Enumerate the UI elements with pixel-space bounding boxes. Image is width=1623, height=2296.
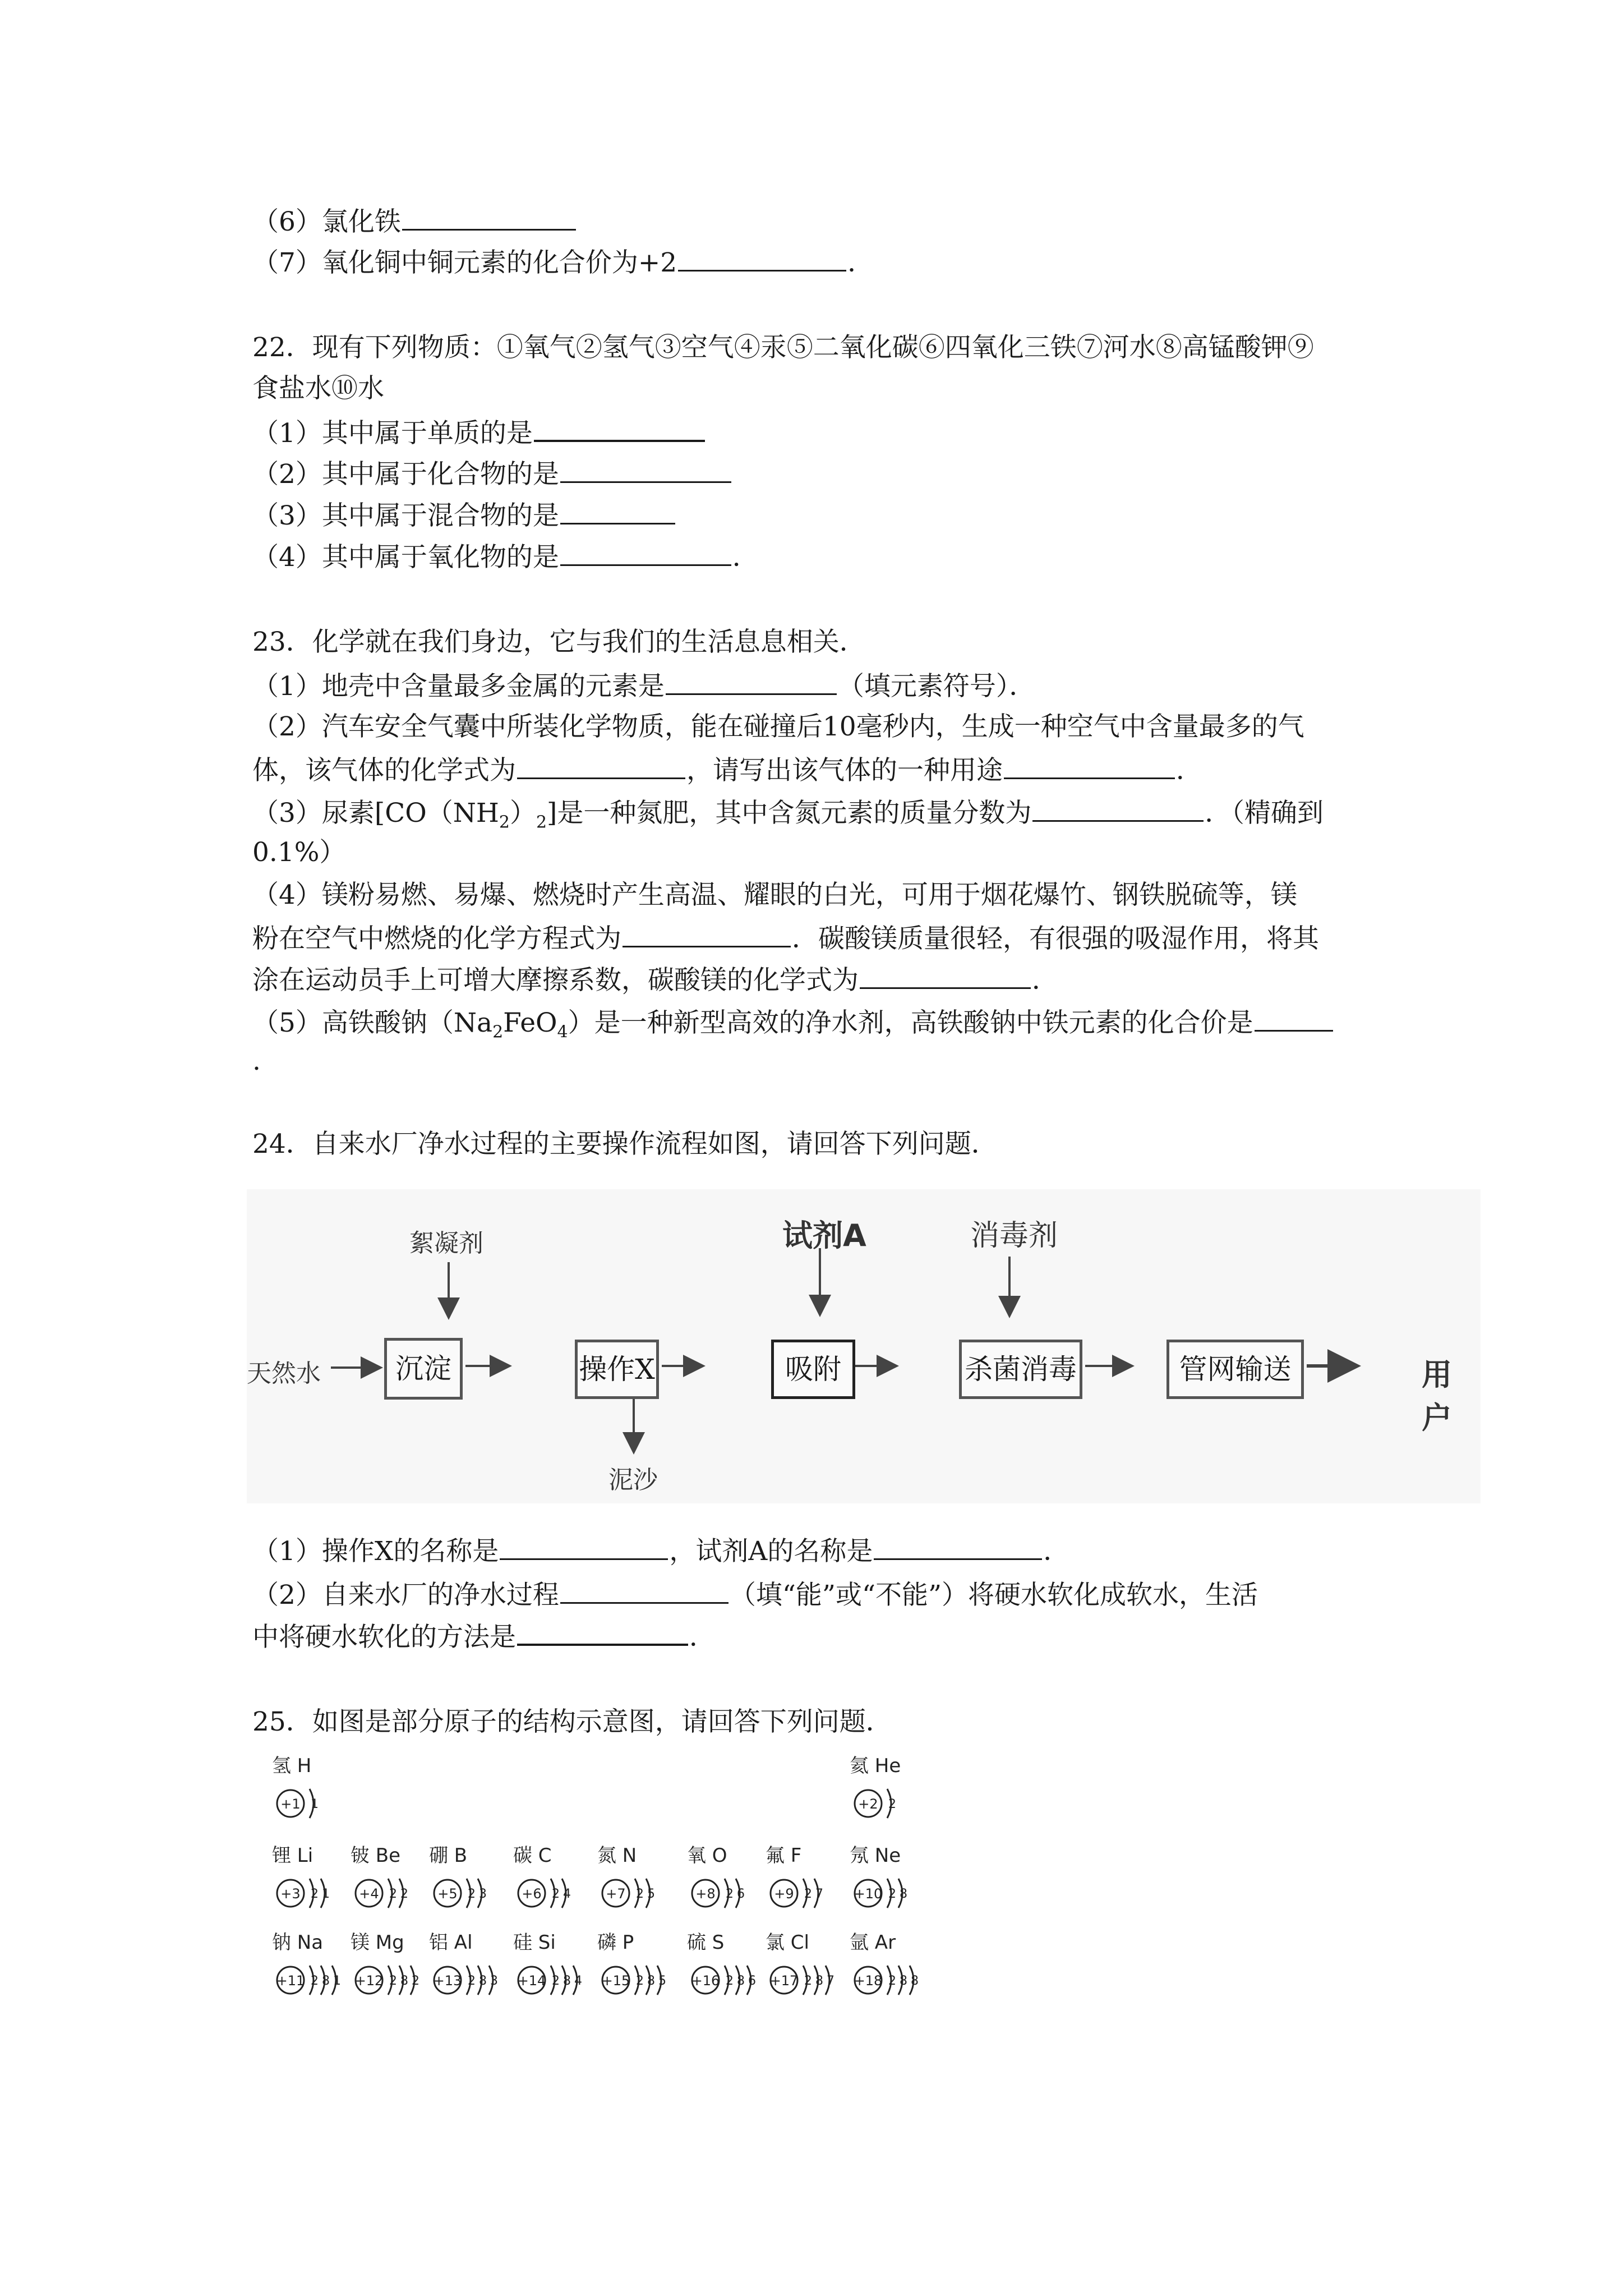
- q23-item-5: [252, 1004, 1334, 1049]
- atom-diagram: [518, 1966, 582, 1995]
- subscript: 2: [536, 812, 547, 832]
- nucleus-charge: +4: [359, 1886, 379, 1902]
- q23-item-4-text3: 涂在运动员手上可增大摩擦系数，碳酸镁的化学式为: [252, 965, 859, 996]
- atom-diagram: [691, 1966, 756, 1995]
- q23-item-2-line2: [252, 752, 1202, 788]
- nucleus-charge: +3: [280, 1886, 301, 1902]
- q23-item-4-line3: [252, 961, 1058, 997]
- atom-label: 氖 Ne: [850, 1844, 901, 1867]
- q23-item-1: [252, 668, 1035, 703]
- answer-blank[interactable]: [517, 752, 685, 779]
- electron-count: 1: [333, 1974, 341, 1988]
- answer-blank[interactable]: [666, 668, 837, 695]
- step-pipeline: 管网输送: [1166, 1340, 1304, 1399]
- q24-item-2-text3: 中将硬水软化的方法是: [252, 1622, 516, 1653]
- answer-blank[interactable]: [623, 920, 791, 947]
- atom-label: 铍 Be: [351, 1844, 401, 1867]
- atom-diagram: [434, 1966, 498, 1995]
- atom-label: 硅 Si: [513, 1931, 556, 1954]
- answer-blank[interactable]: [534, 414, 705, 442]
- q24-item-1-text2: ，试剂A的名称是: [669, 1536, 873, 1567]
- electron-count: 1: [311, 1797, 319, 1811]
- electron-count: 8: [647, 1974, 655, 1988]
- nucleus-charge: +12: [354, 1973, 384, 1989]
- electron-count: 8: [737, 1974, 745, 1988]
- atom-label: 钠 Na: [272, 1931, 324, 1954]
- electron-count: 5: [647, 1887, 655, 1901]
- nucleus-charge: +11: [276, 1973, 305, 1989]
- atom-label: 锂 Li: [272, 1844, 313, 1867]
- electron-count: 1: [322, 1887, 330, 1901]
- q24-item-2-text2: （填“能”或“不能”）将硬水软化成软水，生活: [729, 1580, 1258, 1611]
- nucleus-charge: +6: [522, 1886, 542, 1902]
- answer-blank[interactable]: [560, 455, 731, 483]
- step-disinfection: 杀菌消毒: [959, 1340, 1082, 1399]
- atom-diagram: [770, 1966, 834, 1995]
- electron-count: 2: [311, 1887, 319, 1901]
- q23-item-4-line1: （4）镁粉易燃、易爆、燃烧时产生高温、耀眼的白光，可用于烟花爆竹、钢铁脱硫等，镁: [252, 880, 1297, 910]
- electron-count: 8: [479, 1974, 487, 1988]
- atom-diagram: [355, 1966, 419, 1995]
- subscript: 4: [557, 1022, 568, 1042]
- q22-item-1: [252, 414, 706, 450]
- atom-diagram: [356, 1879, 408, 1908]
- q23-item-3-line2: 0.1%）: [252, 837, 346, 868]
- electron-count: 7: [815, 1887, 823, 1901]
- q23-item-2-text: 体，该气体的化学式为: [252, 755, 516, 786]
- electron-count: 3: [490, 1974, 498, 1988]
- electron-count: 8: [815, 1974, 823, 1988]
- period: ．: [1176, 755, 1202, 786]
- q23-item-5-text: FeO: [503, 1007, 557, 1038]
- electron-count: 8: [900, 1974, 907, 1988]
- subscript: 2: [499, 812, 510, 832]
- q22-item-2-text: （2）其中属于化合物的是: [252, 459, 559, 490]
- nucleus-charge: +16: [691, 1973, 720, 1989]
- period: ．: [1043, 1536, 1070, 1567]
- electron-count: 2: [888, 1797, 896, 1811]
- electron-count: 2: [552, 1974, 560, 1988]
- answer-blank[interactable]: [402, 203, 576, 231]
- atom-label: 碳 C: [513, 1844, 552, 1867]
- q23-item-2-text2: ，请写出该气体的一种用途: [686, 755, 1003, 786]
- q25-stem: 25．如图是部分原子的结构示意图，请回答下列问题．: [252, 1706, 892, 1737]
- nucleus-charge: +17: [769, 1973, 799, 1989]
- q23-item-1-hint: （填元素符号）．: [837, 671, 1036, 702]
- q22-item-2: [252, 455, 732, 491]
- electron-count: 3: [479, 1887, 487, 1901]
- answer-blank[interactable]: [560, 539, 731, 566]
- q21-item-7-text: （7）氧化铜中铜元素的化合价为+2: [252, 247, 677, 278]
- electron-count: 2: [636, 1887, 644, 1901]
- q21-item-6-text: （6）氯化铁: [252, 206, 401, 237]
- electron-count: 2: [726, 1974, 734, 1988]
- electron-count: 2: [888, 1974, 896, 1988]
- reagent-a-label: 试剂A: [782, 1218, 866, 1253]
- atom-label: 氯 Cl: [766, 1931, 809, 1954]
- q22-item-4: [252, 539, 759, 574]
- q24-item-2-line2: [252, 1618, 716, 1654]
- atom-diagrams: [247, 1756, 998, 2070]
- atom-diagram: [434, 1879, 487, 1908]
- water-treatment-flowchart: [247, 1189, 1481, 1503]
- electron-count: 8: [911, 1974, 919, 1988]
- q23-item-2-line1: （2）汽车安全气囊中所装化学物质，能在碰撞后10毫秒内，生成一种空气中含量最多的气: [252, 711, 1304, 742]
- nucleus-charge: +10: [854, 1886, 883, 1902]
- q21-item-6: [252, 203, 577, 239]
- electron-count: 2: [400, 1887, 408, 1901]
- atom-label: 氟 F: [766, 1844, 802, 1867]
- electron-count: 2: [804, 1974, 812, 1988]
- electron-count: 2: [804, 1887, 812, 1901]
- atom-diagram: [855, 1789, 896, 1818]
- electron-count: 8: [400, 1974, 408, 1988]
- electron-count: 8: [900, 1887, 907, 1901]
- q23-item-5-text: ）是一种新型高效的净水剂，高铁酸钠中铁元素的化合价是: [568, 1007, 1253, 1038]
- electron-count: 2: [311, 1974, 319, 1988]
- atom-diagram: [602, 1879, 655, 1908]
- atom-label: 硫 S: [687, 1931, 725, 1954]
- q23-item-4-line2: [252, 920, 1319, 956]
- atom-diagram: [602, 1966, 666, 1995]
- answer-blank[interactable]: [874, 1533, 1042, 1560]
- atom-label: 氦 He: [850, 1755, 901, 1777]
- answer-blank[interactable]: [500, 1533, 668, 1560]
- period: ．: [847, 247, 874, 278]
- electron-count: 2: [888, 1887, 896, 1901]
- electron-count: 6: [748, 1974, 756, 1988]
- atom-diagram: [518, 1879, 571, 1908]
- q24-item-1-text: （1）操作X的名称是: [252, 1536, 499, 1567]
- step-adsorption: 吸附: [771, 1340, 855, 1399]
- q22-item-3-text: （3）其中属于混合物的是: [252, 500, 559, 531]
- electron-count: 6: [737, 1887, 745, 1901]
- nucleus-charge: +9: [774, 1886, 794, 1902]
- electron-count: 4: [563, 1887, 571, 1901]
- nucleus-charge: +1: [280, 1796, 301, 1812]
- q24-item-1: [252, 1533, 1069, 1568]
- q24-stem: 24．自来水厂净水过程的主要操作流程如图，请回答下列问题．: [252, 1129, 998, 1159]
- answer-blank[interactable]: [1032, 794, 1204, 822]
- q23-item-4-text: 粉在空气中燃烧的化学方程式为: [252, 923, 621, 954]
- electron-count: 8: [322, 1974, 330, 1988]
- nucleus-charge: +5: [437, 1886, 458, 1902]
- nucleus-charge: +8: [695, 1886, 716, 1902]
- electron-count: 5: [658, 1974, 666, 1988]
- atom-label: 镁 Mg: [351, 1931, 404, 1954]
- answer-blank[interactable]: [678, 244, 846, 272]
- input-label: 天然水: [247, 1359, 321, 1388]
- q22-item-4-text: （4）其中属于氧化物的是: [252, 542, 559, 573]
- period: ．: [689, 1622, 716, 1653]
- q24-item-2-line1: [252, 1576, 1258, 1612]
- q23-item-3-text: ）: [509, 798, 536, 829]
- answer-blank[interactable]: [860, 961, 1031, 989]
- electron-count: 2: [412, 1974, 419, 1988]
- electron-count: 2: [468, 1887, 476, 1901]
- step-operation-x: 操作X: [575, 1340, 659, 1399]
- mud-label: 泥沙: [608, 1466, 658, 1494]
- period: ．: [732, 542, 759, 573]
- atom-diagram: [692, 1879, 745, 1908]
- atomic-structure-figure: [247, 1756, 998, 2070]
- nucleus-charge: +15: [601, 1973, 630, 1989]
- q23-item-3-precision: ．（精确到: [1205, 798, 1324, 829]
- coagulant-label: 絮凝剂: [409, 1229, 483, 1258]
- answer-blank[interactable]: [1004, 752, 1175, 779]
- q22-stem-line1: 22．现有下列物质：①氧气②氢气③空气④汞⑤二氧化碳⑥四氧化三铁⑦河水⑧高锰酸钾⑨: [252, 332, 1314, 363]
- q22-stem-line2: 食盐水⑩水: [252, 373, 384, 404]
- electron-count: 4: [574, 1974, 582, 1988]
- disinfectant-label: 消毒剂: [970, 1219, 1058, 1253]
- q22-item-3: [252, 497, 676, 533]
- atom-label: 氮 N: [597, 1844, 637, 1867]
- atom-diagram: [277, 1789, 319, 1818]
- atom-diagram: [771, 1879, 823, 1908]
- atom-diagram: [854, 1879, 907, 1908]
- q23-item-1-text: （1）地壳中含量最多金属的元素是: [252, 671, 665, 702]
- atom-label: 铝 Al: [429, 1931, 473, 1954]
- nucleus-charge: +2: [858, 1796, 878, 1812]
- answer-blank[interactable]: [560, 497, 675, 524]
- electron-count: 2: [389, 1974, 397, 1988]
- q23-item-3-text: （3）尿素[CO（NH: [252, 798, 499, 829]
- trailing-dot: .: [252, 1046, 261, 1076]
- atom-diagram: [854, 1966, 919, 1995]
- atom-diagram: [276, 1966, 341, 1995]
- electron-count: 7: [827, 1974, 834, 1988]
- atom-label: 氩 Ar: [850, 1931, 896, 1954]
- q23-stem: 23．化学就在我们身边，它与我们的生活息息相关．: [252, 627, 866, 657]
- atom-diagram: [277, 1879, 330, 1908]
- electron-count: 2: [726, 1887, 734, 1901]
- step-sedimentation: 沉淀: [384, 1338, 463, 1400]
- electron-count: 8: [563, 1974, 571, 1988]
- answer-blank[interactable]: [1255, 1004, 1333, 1032]
- subscript: 2: [492, 1022, 504, 1042]
- answer-blank[interactable]: [560, 1576, 728, 1604]
- electron-count: 2: [389, 1887, 397, 1901]
- q21-item-7: [252, 244, 874, 280]
- output-label: 用户: [1422, 1357, 1452, 1435]
- q23-item-5-text: （5）高铁酸钠（Na: [252, 1007, 493, 1038]
- q23-item-3-line1: [252, 794, 1324, 839]
- electron-count: 2: [468, 1974, 476, 1988]
- atom-label: 磷 P: [597, 1931, 634, 1954]
- nucleus-charge: +13: [433, 1973, 462, 1989]
- nucleus-charge: +18: [854, 1973, 883, 1989]
- q22-item-1-text: （1）其中属于单质的是: [252, 418, 533, 449]
- atom-label: 氢 H: [272, 1755, 312, 1777]
- electron-count: 2: [636, 1974, 644, 1988]
- period: ．: [1032, 965, 1058, 996]
- q24-item-2-text: （2）自来水厂的净水过程: [252, 1580, 559, 1611]
- atom-label: 硼 B: [429, 1844, 468, 1867]
- nucleus-charge: +7: [606, 1886, 626, 1902]
- atom-label: 氧 O: [687, 1844, 727, 1867]
- electron-count: 2: [552, 1887, 560, 1901]
- q23-item-3-text: ]是一种氮肥，其中含氮元素的质量分数为: [547, 798, 1032, 829]
- answer-blank[interactable]: [517, 1618, 688, 1646]
- nucleus-charge: +14: [517, 1973, 546, 1989]
- q23-item-4-text2: ．碳酸镁质量很轻，有很强的吸湿作用，将其: [792, 923, 1319, 954]
